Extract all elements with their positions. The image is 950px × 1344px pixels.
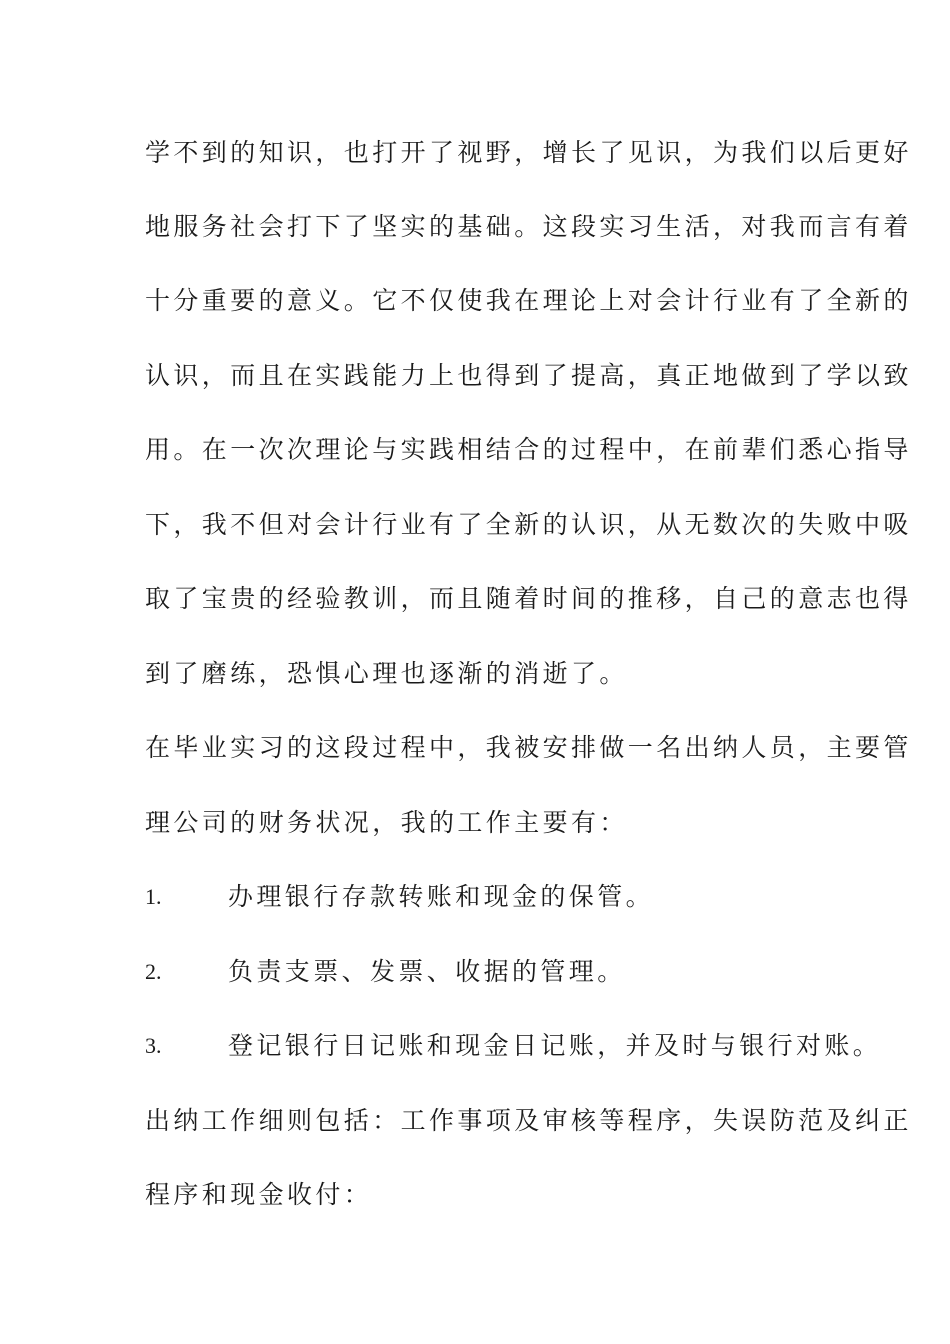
paragraph-line: 出纳工作细则包括：工作事项及审核等程序，失误防范及纠正 <box>145 1106 912 1135</box>
paragraph-line: 到了磨练，恐惧心理也逐渐的消逝了。 <box>145 659 628 688</box>
paragraph-line: 用。在一次次理论与实践相结合的过程中，在前辈们悉心指导 <box>145 435 912 464</box>
paragraph-line: 认识，而且在实践能力上也得到了提高，真正地做到了学以致 <box>145 361 912 390</box>
paragraph-line: 下，我不但对会计行业有了全新的认识，从无数次的失败中吸 <box>145 510 912 539</box>
list-item-text: 负责支票、发票、收据的管理。 <box>228 957 626 986</box>
list-item-text: 办理银行存款转账和现金的保管。 <box>228 882 655 911</box>
list-item-number: 2. <box>145 959 162 984</box>
list-item-text: 登记银行日记账和现金日记账，并及时与银行对账。 <box>228 1031 882 1060</box>
list-item-number: 3. <box>145 1033 162 1058</box>
paragraph-line: 地服务社会打下了坚实的基础。这段实习生活，对我而言有着 <box>145 212 912 241</box>
list-item-number: 1. <box>145 884 162 909</box>
paragraph-line: 十分重要的意义。它不仅使我在理论上对会计行业有了全新的 <box>145 286 912 315</box>
paragraph-line: 取了宝贵的经验教训，而且随着时间的推移，自己的意志也得 <box>145 584 912 613</box>
paragraph-line: 在毕业实习的这段过程中，我被安排做一名出纳人员，主要管 <box>145 733 912 762</box>
paragraph-line: 理公司的财务状况，我的工作主要有： <box>145 808 628 837</box>
paragraph-line: 程序和现金收付： <box>145 1180 373 1209</box>
paragraph-line: 学不到的知识，也打开了视野，增长了见识，为我们以后更好 <box>145 138 912 167</box>
